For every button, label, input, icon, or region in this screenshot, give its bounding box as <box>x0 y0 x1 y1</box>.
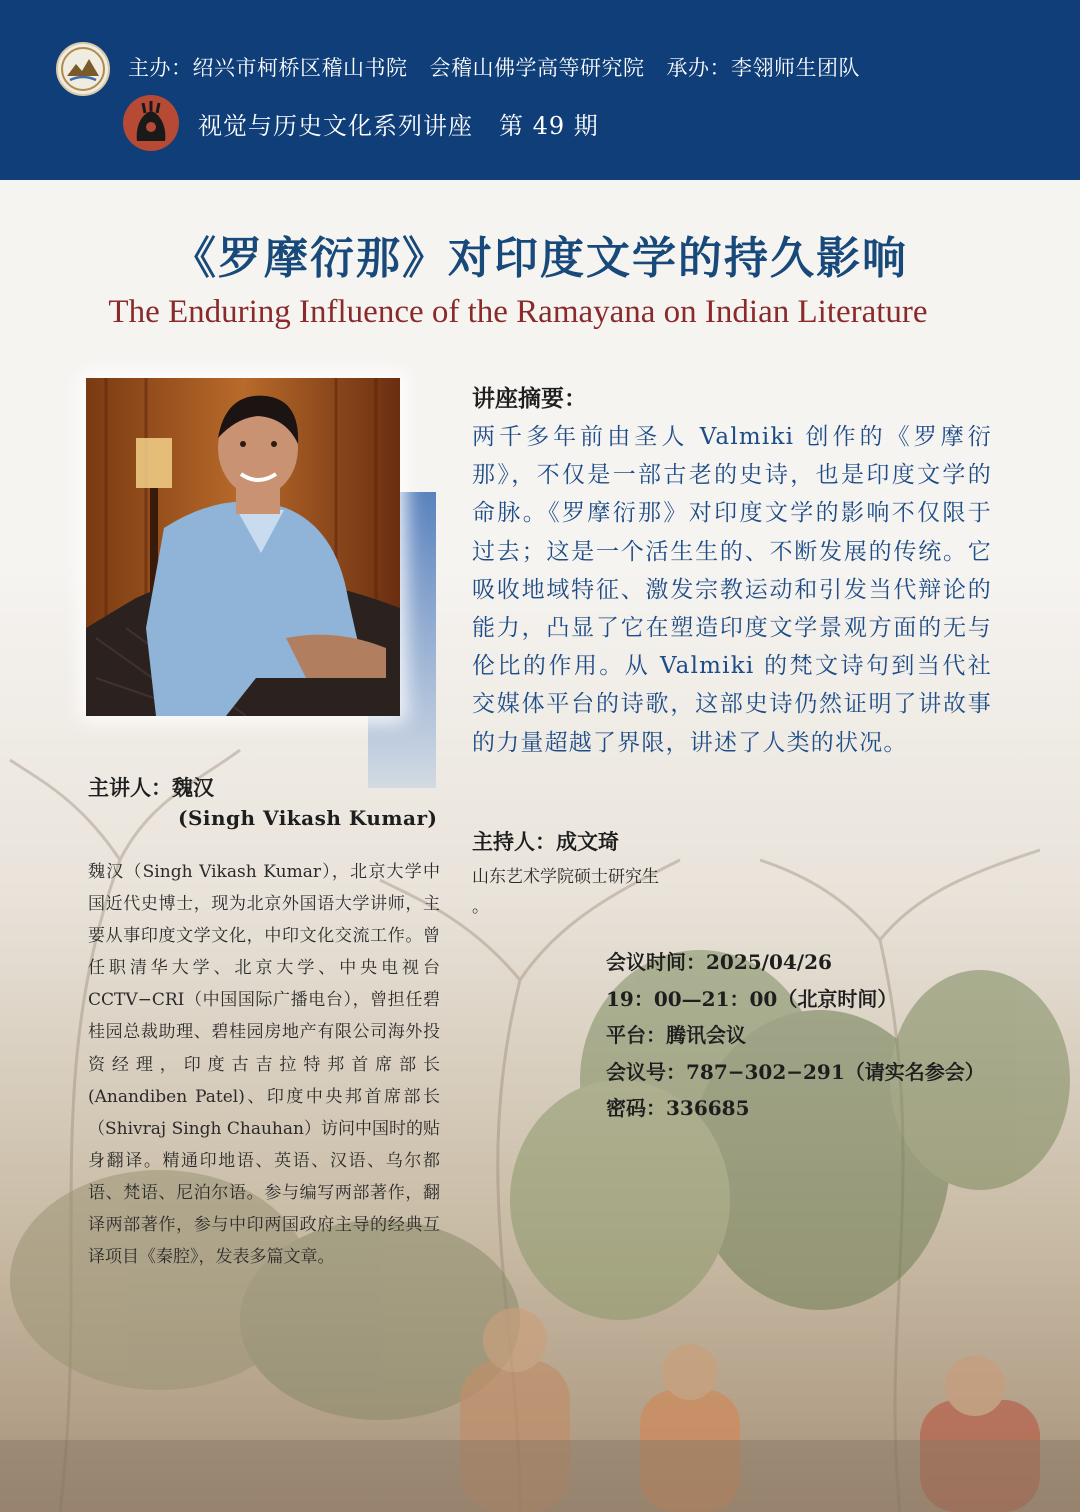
header-banner <box>0 0 1080 180</box>
organizers-line <box>128 52 882 82</box>
issue-number: 第 49 期 <box>499 112 599 140</box>
abstract-heading: 讲座摘要： <box>472 385 587 412</box>
organizer-text: 主办：绍兴市柯桥区稽山书院 <box>128 56 408 80</box>
host-label: 主持人：成文琦 <box>472 829 619 854</box>
academy-logo-icon <box>56 42 110 96</box>
host-description <box>472 862 732 922</box>
title-english: The Enduring Influence of the Ramayana on Indian Literature <box>108 294 928 330</box>
speaker-photo <box>86 378 400 716</box>
series-line <box>198 106 625 141</box>
meeting-date: 会议时间：2025/04/26 <box>606 950 832 974</box>
host-period: 。 <box>472 897 489 917</box>
speaker-bio: 魏汉（Singh Vikash Kumar），北京大学中国近代史博士，现为北京外国语大学讲师，主要从事印度文学文化，中印文化交流工作。曾任职清华大学、北京大学、中央电视台 CCTV−CRI（中国国际广播电台），曾担任碧桂园总裁助理、碧桂园房地产有限公司海外投资经理，印度古吉拉特邦首席部长(Anandiben Patel)、印度中央邦首席部长（Shivraj Singh Chauhan）访问中国时的贴身翻译。精通印地语、英语、汉语、乌尔都语、梵语、尼泊尔语。参与编写两部著作，翻译两部著作，参与中印两国政府主导的经典互译项目《秦腔》，发表多篇文章。 <box>88 862 440 1268</box>
series-logo-icon <box>123 95 179 151</box>
speaker-english-name: (Singh Vikash Kumar) <box>178 806 438 830</box>
meeting-time: 19：00—21：00（北京时间） <box>606 986 898 1011</box>
meeting-platform: 平台：腾讯会议 <box>606 1023 746 1047</box>
meeting-info <box>606 944 985 1127</box>
title-chinese: 《罗摩衍那》对印度文学的持久影响 <box>172 233 908 284</box>
undertaker-text: 承办：李翎师生团队 <box>666 56 860 80</box>
meeting-password[interactable]: 密码：336685 <box>606 1096 750 1120</box>
speaker-label: 主讲人：魏汉 <box>88 775 214 800</box>
meeting-id[interactable]: 会议号：787−302−291（请实名参会） <box>606 1059 985 1084</box>
host-affiliation: 山东艺术学院硕士研究生 <box>472 867 659 887</box>
organizer2-text: 会稽山佛学高等研究院 <box>429 56 645 80</box>
series-title: 视觉与历史文化系列讲座 <box>198 112 473 140</box>
abstract-text: 两千多年前由圣人 Valmiki 创作的《罗摩衍那》，不仅是一部古老的史诗，也是印度文学的命脉。《罗摩衍那》对印度文学的影响不仅限于过去；这是一个活生生的、不断发展的传统。它吸收地域特征、激发宗教运动和引发当代辩论的能力，凸显了它在塑造印度文学景观方面的无与伦比的作用。从 Valmiki 的梵文诗句到当代社交媒体平台的诗歌，这部史诗仍然证明了讲故事的力量超越了界限，讲述了人类的状况。 <box>472 424 992 756</box>
